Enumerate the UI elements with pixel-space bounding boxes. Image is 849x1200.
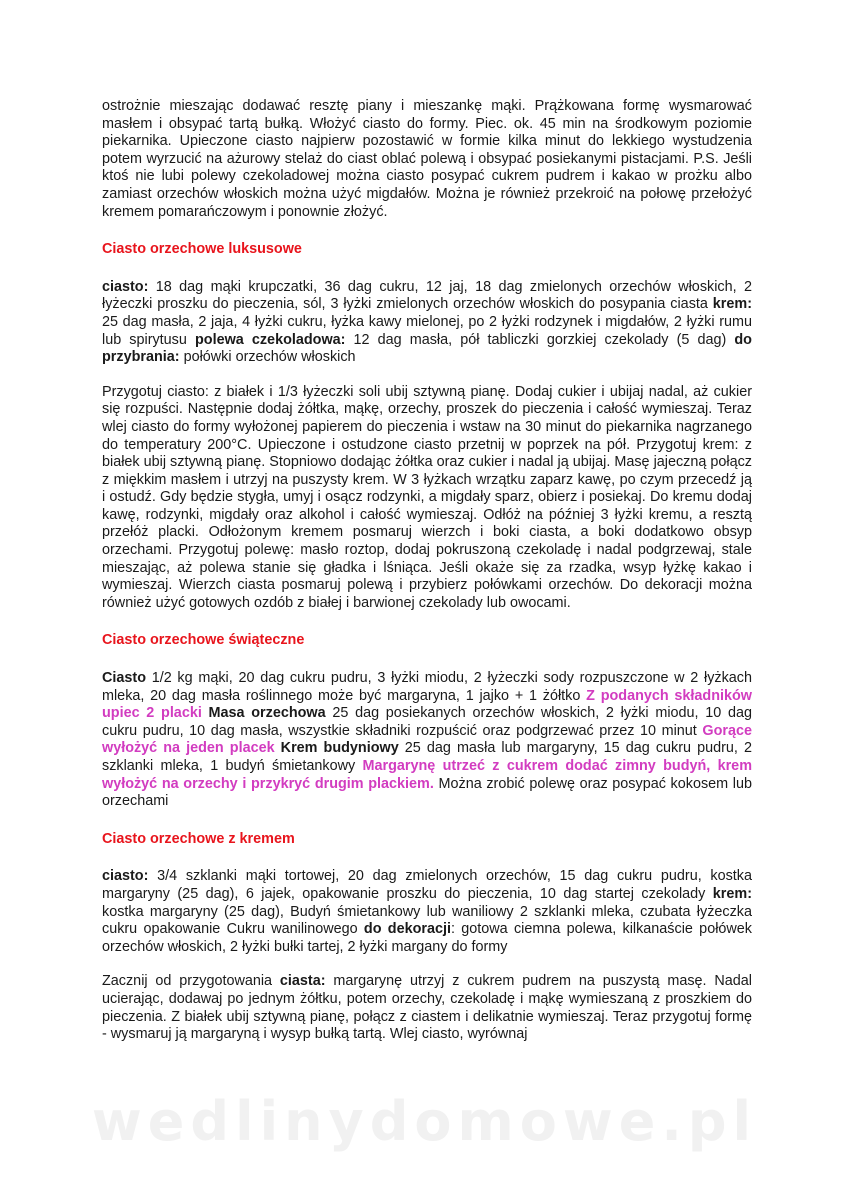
label-ciasto: ciasto: — [102, 868, 149, 885]
text-ciasto: 3/4 szklanki mąki tortowej, 20 dag zmielonych orzechów, 15 dag cukru pudru, kostka margaryny (25 dag), 6 jajek, opakowanie proszku do pieczenia, 10 dag startej czekolady — [102, 868, 752, 902]
document-page — [102, 98, 752, 1044]
text-finish: Można zrobić polewę oraz posypać kokosem lub orzechami — [102, 775, 752, 810]
watermark: wedlinydomowe.pl — [91, 1090, 758, 1153]
method-start: Zacznij od przygotowania — [102, 973, 280, 990]
recipe-method-z-kremem — [102, 973, 752, 1043]
text-dekoracji: : gotowa ciemna polewa, kilkanaście połówek orzechów włoskich, 2 łyżki bułki tartej, 2 łyżki margany do formy — [102, 921, 752, 955]
label-dekoracji: do dekoracji — [363, 921, 451, 938]
label-przybrania: do przybrania: — [102, 331, 752, 366]
recipe-title-luksusowe: Ciasto orzechowe luksusowe — [102, 241, 302, 258]
label-polewa: polewa czekoladowa: — [194, 331, 346, 348]
instruction-spread: Gorące wyłożyć na jeden placek — [102, 722, 752, 757]
intro-paragraph: ostrożnie mieszając dodawać resztę piany i mieszankę mąki. Prążkowana formę wysmarować masłem i obsypać tartą bułką. Włożyć ciasto do formy. Piec. ok. 45 min na środkowym poziomie piekarnika. Upieczone ciasto najpierw pozostawić w formie kilka minut do lekkiego wystudzenia potem wyrzucić na ażurowy stelaż do ciast oblać polewą i obsypać posiekanymi pistacjami. P.S. Jeśli ktoś nie lubi polewy czekoladowej można ciasto posypać cukrem pudrem i kakao w prożku albo zamiast orzechów włoskich można użyć migdałów. Można je również przekroić na połowę przełożyć kremem pomarańczowym i ponownie złożyć. — [102, 98, 752, 220]
text-krem-budyniowy: 25 dag masła lub margaryny, 15 dag cukru pudru, 2 szklanki mleka, 1 budyń śmietankowy — [102, 740, 752, 774]
label-ciasto: Ciasto — [102, 670, 146, 687]
text-ciasto: 1/2 kg mąki, 20 dag cukru pudru, 3 łyżki miodu, 2 łyżeczki sody rozpuszczone w 2 łyżkach mleka, 20 dag masła roślinnego może być margaryna, 1 jajko + 1 żółtko — [102, 670, 752, 704]
text-krem: kostka margaryny (25 dag), Budyń śmietankowy lub waniliowy 2 szklanki mleka, czubata łyżeczka cukru opakowanie Cukru wanilinowego — [102, 903, 752, 938]
recipe-body-swiateczne — [102, 670, 752, 811]
label-krem: krem: — [712, 885, 752, 902]
instruction-cream: Margarynę utrzeć z cukrem dodać zimny budyń, krem wyłożyć na orzechy i przykryć drugim plackiem. — [102, 758, 752, 792]
recipe-title-z-kremem: Ciasto orzechowe z kremem — [102, 830, 295, 847]
label-krem-budyniowy: Krem budyniowy — [274, 740, 399, 757]
instruction-bake: Z podanych składników upiec 2 placki — [102, 687, 753, 722]
method-rest: margarynę utrzyj z cukrem pudrem na puszystą masę. Nadal ucierając, dodawaj po jednym żółtku, potem orzechy, czekoladę i mąkę wymieszaną z proszkiem do pieczenia. Z białek ubij sztywną pianę, połącz z ciastem i delikatnie wymieszaj. Teraz przygotuj formę - wysmaruj ją margaryną i wysyp bułką tartą. Wlej ciasto, wyrównaj — [102, 973, 752, 1043]
label-ciasto: ciasto: — [102, 278, 149, 295]
text-przybrania: połówki orzechów włoskich — [179, 349, 356, 366]
text-krem: 25 dag masła, 2 jaja, 4 łyżki cukru, łyżka kawy mielonej, po 2 łyżki rodzynek i migdałów, 2 łyżki rumu lub spirytusu — [102, 313, 752, 348]
text-masa-orzechowa: 25 dag posiekanych orzechów włoskich, 2 łyżki miodu, 10 dag cukru pudru, 10 dag masła, wszystkie składniki rozpuścić oraz podgrzewać przez 10 minut — [102, 705, 752, 739]
recipe-title-swiateczne: Ciasto orzechowe świąteczne — [102, 632, 305, 649]
label-krem: krem: — [712, 296, 752, 313]
text-polewa: 12 dag masła, pół tabliczki gorzkiej czekolady (5 dag) — [345, 331, 735, 348]
recipe-ingredients-z-kremem — [102, 868, 752, 956]
label-masa-orzechowa: Masa orzechowa — [201, 705, 326, 722]
text-ciasto: 18 dag mąki krupczatki, 36 dag cukru, 12 jaj, 18 dag zmielonych orzechów włoskich, 2 łyżeczki proszku do pieczenia, sól, 3 łyżki zmielonych orzechów włoskich do posypania ciasta — [102, 278, 752, 313]
recipe-method-luksusowe: Przygotuj ciasto: z białek i 1/3 łyżeczki soli ubij sztywną pianę. Dodaj cukier i ubijaj nadal, aż cukier się rozpuści. Następnie dodaj żółtka, mąkę, orzechy, proszek do pieczenia i całość wymieszaj. Teraz wlej ciasto do formy wyłożonej papierem do pieczenia i wstaw na 30 minut do piekarnika nagrzanego do temperatury 200°C. Upieczone i ostudzone ciasto przetnij w poprzek na pół. Przygotuj krem: z białek ubij sztywną pianę. Stopniowo dodając żółtka oraz cukier i nadal ją ubijaj. Masę jajeczną połącz z miękkim masłem i utrzyj na puszysty krem. W 3 łyżkach wrzątku zaparz kawę, po czym przecedź ją i ostudź. Gdy będzie stygła, umyj i osącz rodzynki, a migdały sparz, obierz i posiekaj. Do kremu dodaj kawę, rodzynki, migdały oraz alkohol i całość wymieszaj. Odłóż na później 3 łyżki kremu, a resztą przełóż placki. Odłożonym kremem posmaruj wierzch i boki ciasta, a boki dodatkowo obsyp orzechami. Przygotuj polewę: masło roztop, dodaj pokruszoną czekoladę i nadal podgrzewaj, stale mieszając, aż polewa stanie się gładka i lśniąca. Jeśli okaże się za rzadka, wsyp łyżkę kakao i wymieszaj. Wierzch ciasta posmaruj polewą i przybierz połówkami orzechów. Do dekoracji można również użyć gotowych ozdób z białej i barwionej czekolady lub owocami. — [102, 383, 752, 611]
recipe-ingredients-luksusowe — [102, 279, 752, 367]
method-label-ciasta: ciasta: — [279, 973, 326, 990]
